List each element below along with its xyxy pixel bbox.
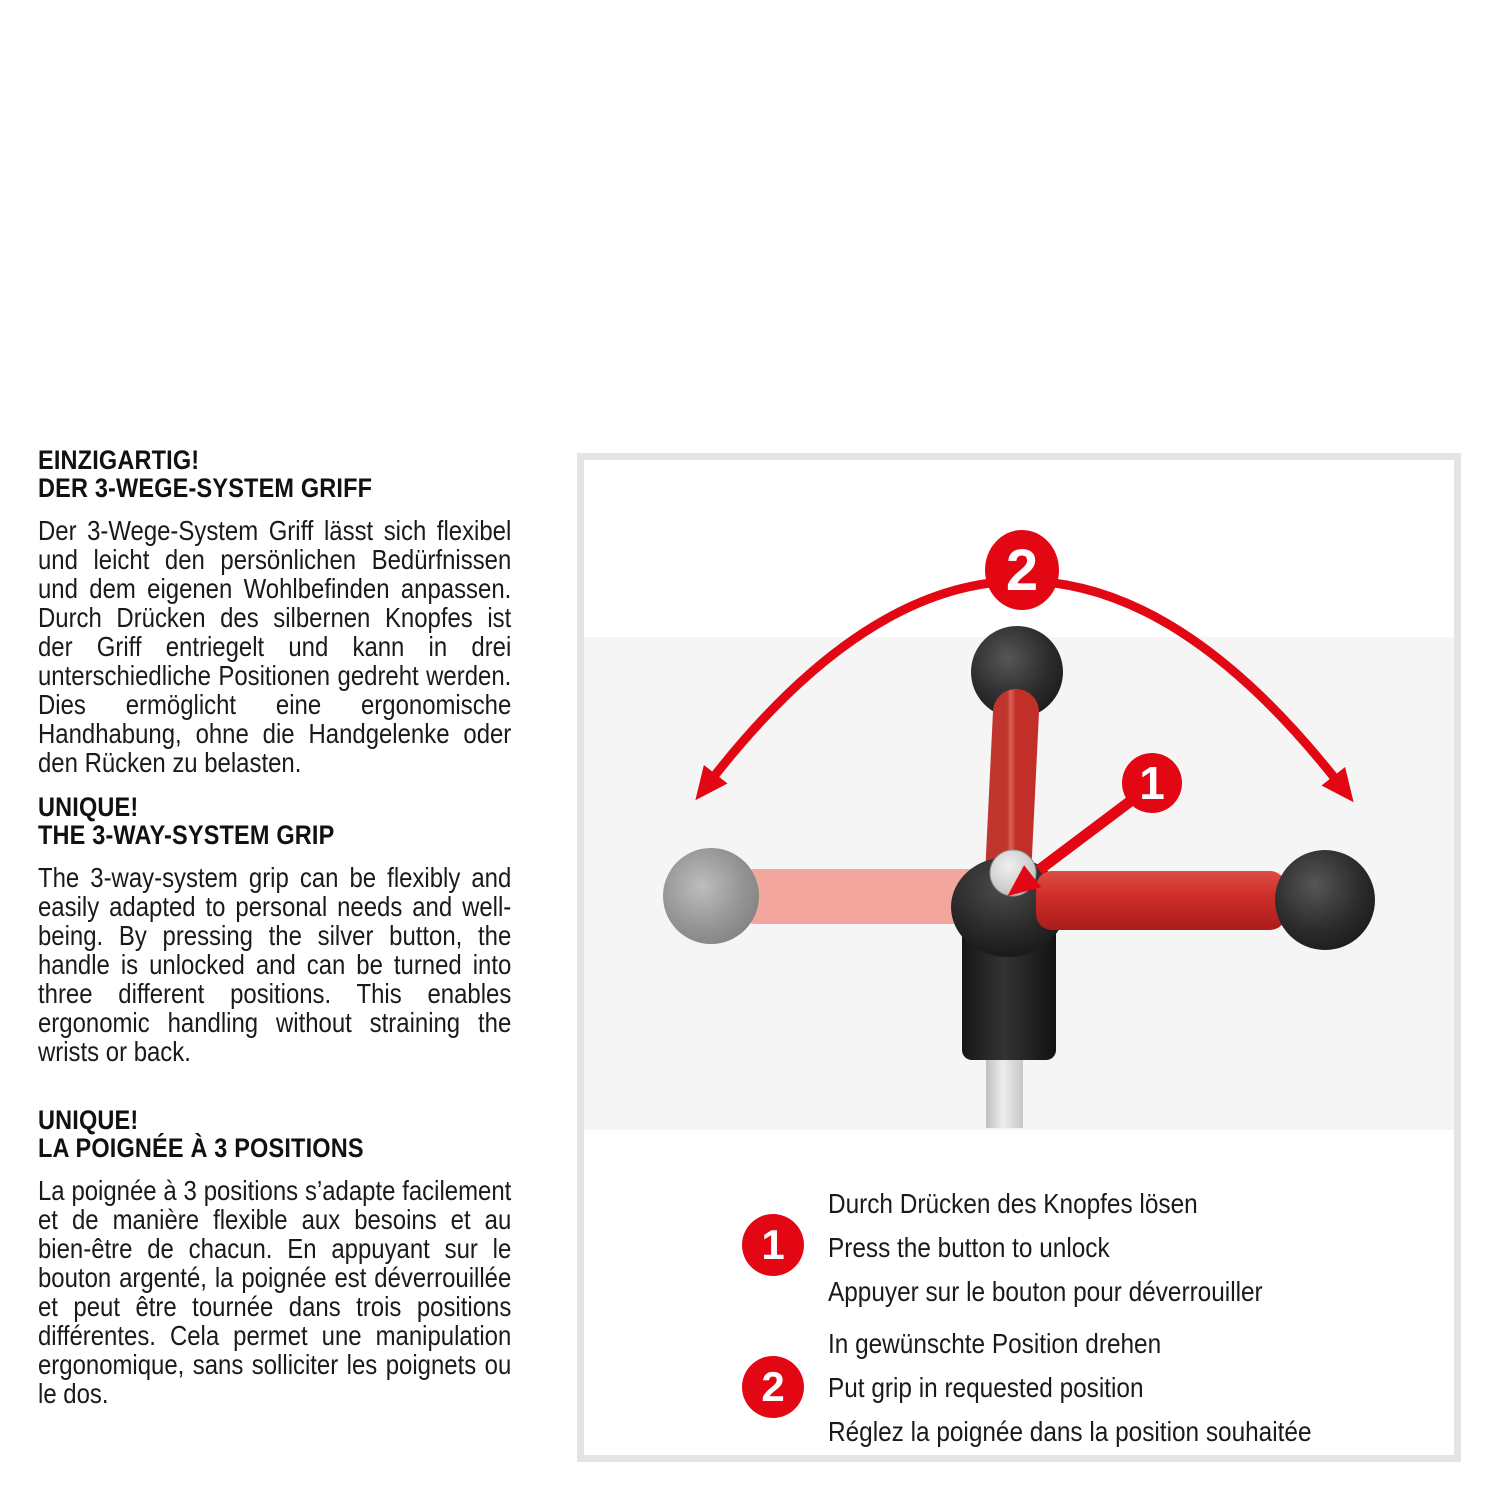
french-paragraph: La poignée à 3 positions s’adapte facilement et de manière flexible aux besoins et au bien-être de chacun. En appuyant sur le bouton argenté, la poignée est déverrouillée et peut être tournée dans trois positions différentes. Cela permet une manipulation ergonomique, sans solliciter les poignets ou le dos. — [38, 1175, 512, 1409]
english-heading-line2: THE 3-WAY-SYSTEM GRIP — [38, 819, 335, 850]
section-german — [38, 447, 511, 777]
instruction2-text — [828, 1322, 1315, 1454]
instruction1-line-en: Press the button to unlock — [828, 1232, 1110, 1263]
right-handle — [1036, 871, 1286, 930]
instruction2-line-fr: Réglez la poignée dans la position souhaitée — [828, 1416, 1312, 1447]
text-column — [38, 447, 511, 1447]
german-heading-line1: EINZIGARTIG! — [38, 445, 200, 475]
section-french — [38, 1107, 511, 1408]
instruction1-number: 1 — [761, 1221, 785, 1268]
english-heading-line1: UNIQUE! — [38, 792, 139, 822]
section-english — [38, 794, 511, 1066]
instruction1-badge — [742, 1214, 804, 1276]
instruction1-line-de: Durch Drücken des Knopfes lösen — [828, 1188, 1198, 1219]
instruction2-number: 2 — [761, 1363, 785, 1410]
german-paragraph: Der 3-Wege-System Griff lässt sich flexibel und leicht den persönlichen Bedürfnissen und dem eigenen Wohlbefinden anpassen. Durch Drücken des silbernen Knopfes ist der Griff entriegelt und kann in drei unterschiedliche Positionen gedreht werden. Dies ermöglicht eine ergonomische Handhabung, ohne die Handgelenke oder den Rücken zu belasten. — [38, 515, 512, 778]
instruction1-text — [828, 1182, 1315, 1314]
instruction2-line-de: In gewünschte Position drehen — [828, 1328, 1162, 1359]
instruction1-line-fr: Appuyer sur le bouton pour déverrouiller — [828, 1276, 1263, 1307]
step1-badge-number: 1 — [1139, 757, 1165, 809]
english-paragraph: The 3-way-system grip can be flexibly and easily adapted to personal needs and well-being. By pressing the silver button, the handle is unlocked and can be turned into three different positions. This enables ergonomic handling without straining the wrists or back. — [38, 862, 512, 1067]
illustration-panel — [577, 453, 1461, 1462]
instruction2-badge — [742, 1356, 804, 1418]
german-heading-line2: DER 3-WEGE-SYSTEM GRIFF — [38, 472, 373, 503]
french-heading-line1: UNIQUE! — [38, 1105, 139, 1135]
illustration-panel-inner — [584, 460, 1454, 1455]
step2-badge-number: 2 — [1005, 538, 1039, 603]
french-heading-line2: LA POIGNÉE À 3 POSITIONS — [38, 1132, 364, 1163]
right-ball — [1275, 850, 1375, 950]
instruction2-line-en: Put grip in requested position — [828, 1372, 1144, 1403]
ghost-left-ball — [663, 848, 759, 944]
